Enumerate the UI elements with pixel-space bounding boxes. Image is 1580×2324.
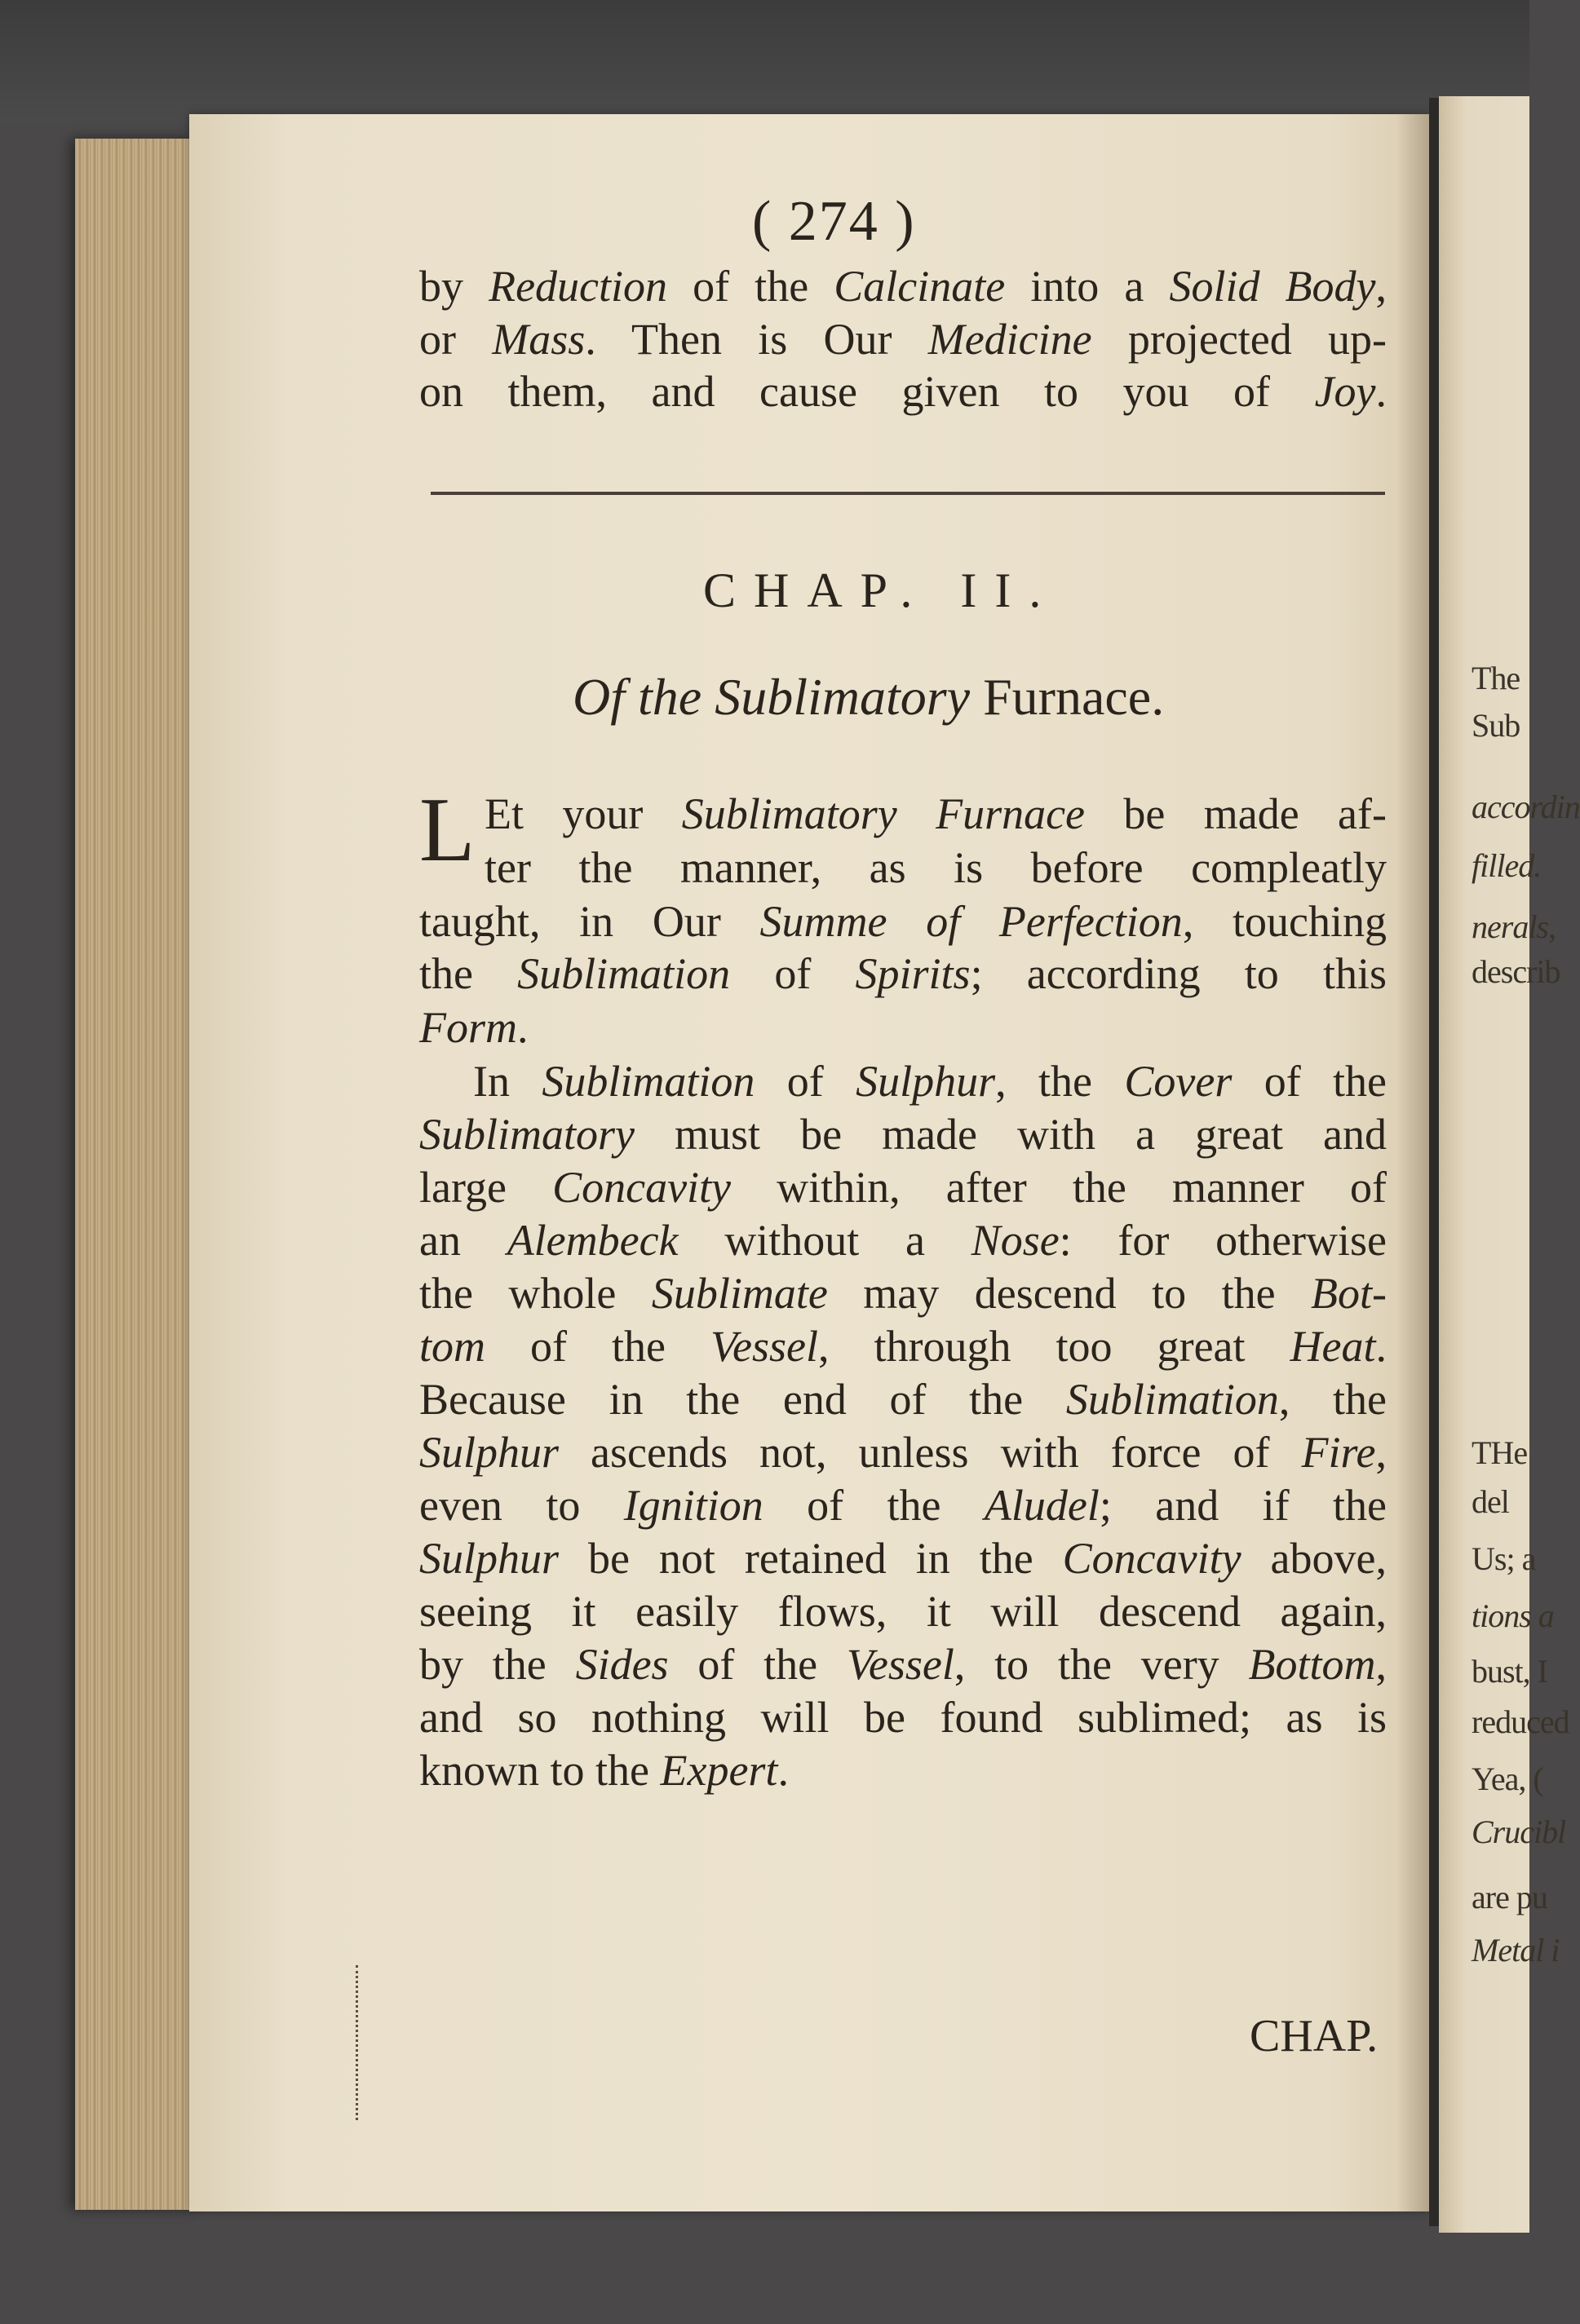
text-line: the whole Sublimate may descend to the Bot- xyxy=(419,1269,1387,1318)
text-line: an Alembeck without a Nose: for otherwise xyxy=(419,1216,1387,1265)
page-number: ( 274 ) xyxy=(752,190,916,253)
text-line: seeing it easily flows, it will descend again, xyxy=(419,1587,1387,1636)
text-line: tom of the Vessel, through too great Heat. xyxy=(419,1322,1387,1371)
text-line: In Sublimation of Sulphur, the Cover of the xyxy=(473,1057,1387,1106)
facing-fragment: nerals, xyxy=(1472,908,1556,945)
facing-fragment: tions a xyxy=(1472,1597,1554,1634)
text-line: by Reduction of the Calcinate into a Solid Body, xyxy=(419,262,1387,311)
margin-marks xyxy=(356,1965,378,2120)
facing-fragment: accordin xyxy=(1472,789,1580,825)
facing-fragment: Sub xyxy=(1472,707,1520,744)
facing-fragment: Us; a xyxy=(1472,1540,1536,1577)
scanner-backdrop xyxy=(0,0,1529,122)
text-line: known to the Expert. xyxy=(419,1746,789,1795)
text-line: Because in the end of the Sublimation, the xyxy=(419,1375,1387,1424)
facing-fragment: The xyxy=(1472,660,1520,696)
text-line: the Sublimation of Spirits; according to this xyxy=(419,949,1387,998)
text-line: Sulphur be not retained in the Concavity above, xyxy=(419,1534,1387,1583)
facing-fragment: are pu xyxy=(1472,1879,1547,1915)
facing-page xyxy=(1439,96,1580,2233)
text-line: taught, in Our Summe of Perfection, touching xyxy=(419,897,1387,946)
facing-fragment: describ xyxy=(1472,953,1560,990)
text-line: Sublimatory must be made with a great and xyxy=(419,1110,1387,1159)
page-gutter-shadow xyxy=(1396,114,1429,2211)
drop-cap: L xyxy=(419,780,476,881)
chapter-title: Of the Sublimatory Furnace. xyxy=(573,668,1165,726)
text-line: Et your Sublimatory Furnace be made af- xyxy=(485,789,1387,838)
facing-fragment: Metal i xyxy=(1472,1932,1560,1968)
facing-fragment: del xyxy=(1472,1483,1509,1520)
text-line: even to Ignition of the Aludel; and if the xyxy=(419,1481,1387,1530)
facing-fragment: THe xyxy=(1472,1434,1528,1471)
facing-fragment: Crucibl xyxy=(1472,1814,1566,1850)
text-line: by the Sides of the Vessel, to the very Bottom, xyxy=(419,1640,1387,1689)
book-spine xyxy=(1429,98,1439,2226)
book-page-edges xyxy=(75,139,197,2210)
catchword: CHAP. xyxy=(1250,2011,1379,2061)
text-line: ter the manner, as is before compleatly xyxy=(485,843,1387,892)
facing-fragment: reduced xyxy=(1472,1703,1569,1740)
text-line: Form. xyxy=(419,1003,529,1052)
section-divider xyxy=(431,492,1385,495)
facing-fragment: bust, I xyxy=(1472,1653,1547,1690)
text-line: Sulphur ascends not, unless with force of Fire, xyxy=(419,1428,1387,1477)
facing-fragment: filled. xyxy=(1472,847,1542,884)
facing-fragment: Yea, ( xyxy=(1472,1761,1543,1797)
text-line: and so nothing will be found sublimed; as is xyxy=(419,1693,1387,1742)
text-line: large Concavity within, after the manner of xyxy=(419,1163,1387,1212)
text-line: on them, and cause given to you of Joy. xyxy=(419,367,1387,416)
text-line: or Mass. Then is Our Medicine projected up- xyxy=(419,315,1387,364)
chapter-heading: CHAP. II. xyxy=(703,563,1060,617)
